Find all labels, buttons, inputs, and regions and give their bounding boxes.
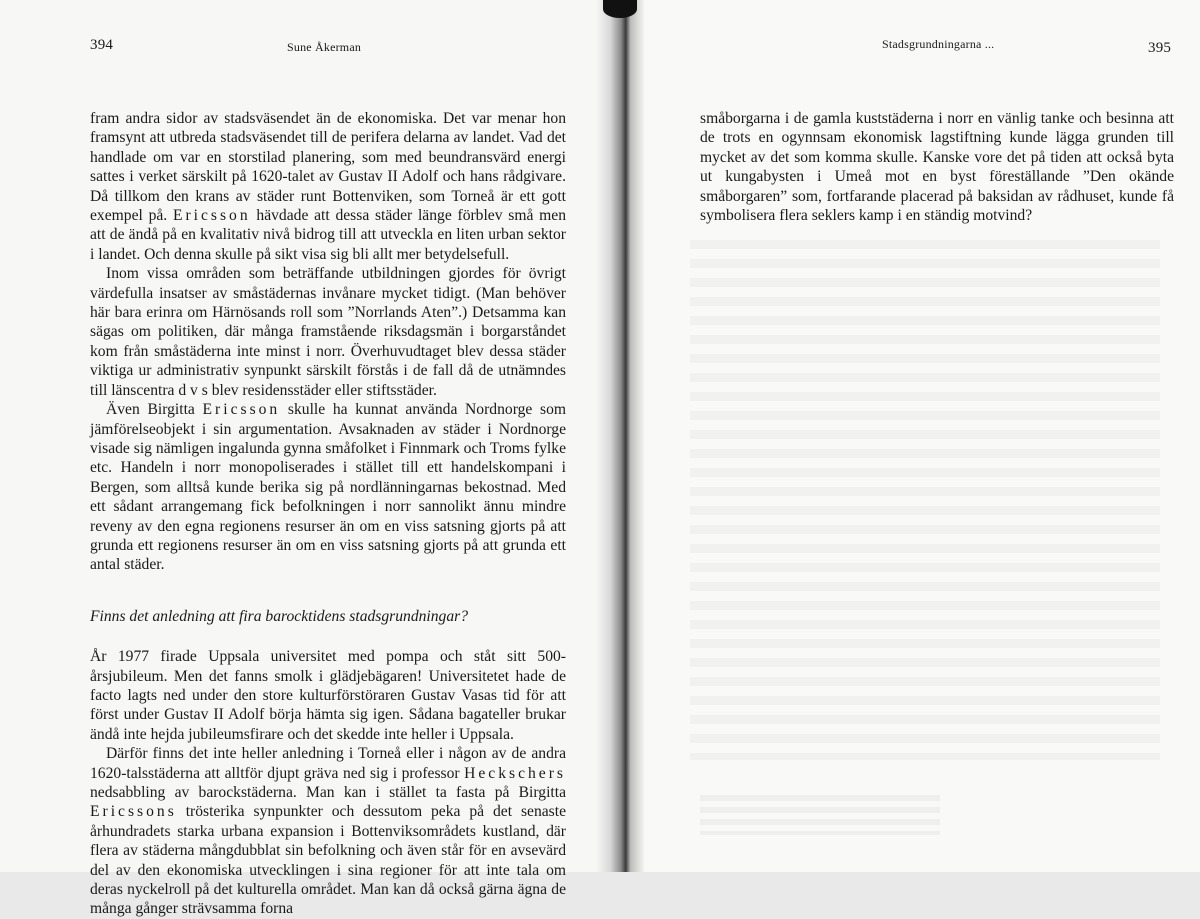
right-running-head: Stadsgrundningarna ... [882, 37, 995, 51]
body-paragraph: Därför finns det inte heller anledning i Torneå eller i någon av de andra 1620-talsstäderna att alltför djupt gräva ned sig i professor Heckschers nedsabbling av barockstäderna. Man kan i stället ta fasta på Birgitta Ericssons trösterika synpunkter och dessutom peka på det senaste århundradets starka urbana expansion i Bottenviksområdets kustland, där flera av städerna mångdubblat sin befolkning och även står för en avsevärd del av den ekonomiska utvecklingen i sina regioner för att inte tala om deras nyckelroll på det kulturella området. Man kan då också gärna ägna de många gånger strävsamma forna [90, 745, 566, 918]
left-running-head: Sune Åkerman [287, 40, 362, 54]
body-paragraph: Inom vissa områden som beträffande utbildningen gjordes för övrigt värdefulla insatser av småstädernas invånare mycket tidigt. (Man behöver här bara erinra om Härnösands roll som ”Norrlands Aten”.) Detsamma kan sägas om politiken, där många framstående riksdagsmän i borgarståndet kom från småstäderna inte minst i norr. Överhuvudtaget blev dessa städer viktiga ur administrativ synpunkt särskilt förstås i de fall då de utnämndes till länscentra d v s blev residensstäder eller stiftsstäder. [90, 265, 566, 399]
show-through-footnotes [700, 795, 940, 835]
body-paragraph: fram andra sidor av stadsväsendet än de ekonomiska. Det var menar hon framsynt att utbreda stadsväsendet till de perifera delarna av landet. Vad det handlade om var en storstilad planering, som med beundransvärd energi sattes i verket särskilt på 1620-talet av Gustav II Adolf och hans rådgivare. Då tillkom den krans av städer runt Bottenviken, som Torneå är ett gott exempel på. Ericsson hävdade att dessa städer länge förblev små men att de ändå på en kvalitativ nivå bidrog till att utveckla en liten urban sektor i landet. Och denna skulle på sikt visa sig bli allt mer betydelsefull. [90, 110, 567, 263]
left-page-number: 394 [90, 37, 114, 53]
gutter-shadow [603, 0, 637, 18]
section-heading: Finns det anledning att fira barocktidens stadsgrundningar? [90, 607, 468, 625]
right-body-text [700, 109, 1174, 225]
spaced-author-name: Ericssons [90, 803, 177, 821]
body-paragraph: År 1977 firade Uppsala universitet med pompa och ståt sitt 500-årsjubileum. Men det fanns smolk i glädjebägaren! Universitetet hade de facto lagts ned under den store kulturförstöraren Gustav Vasas tid för att först under Gustav II Adolf börja hämta sig igen. Sådana bagateller brukar ändå inte hejda jubileumsfirare och det skedde inte heller i Uppsala. [90, 648, 566, 743]
right-page-number: 395 [1148, 40, 1172, 56]
spaced-author-name: Ericsson [202, 401, 281, 419]
body-paragraph: Även Birgitta Ericsson skulle ha kunnat använda Nordnorge som jämförelseobjekt i sin argumentation. Avsaknaden av städer i Nordnorge visade sig nämligen ingalunda gynna småfolket i Finnmark och Troms fylke etc. Handeln i norr monopoliserades i stället till ett handelskompani i Bergen, som alltså kunde berika sig på nordlänningarnas bekostnad. Med ett sådant arrangemang fick befolkningen i norr sannolikt ännu mindre reveny av den egna regionens resurser än om en viss satsning gjorts på att grunda ett regionens resurser än om en viss satsning gjorts på att grunda ett antal städer. [90, 401, 567, 574]
book-gutter [596, 0, 644, 872]
spaced-author-name: Ericsson [172, 207, 251, 225]
body-paragraph: småborgarna i de gamla kuststäderna i norr en vänlig tanke och besinna att de trots en ogynnsam ekonomisk lagstiftning kunde lägga grunden till mycket av det som komma skulle. Kanske vore det på tiden att också byta ut kungabysten i Umeå mot en byst föreställande ”Den okände småborgaren” som, fortfarande placerad på baksidan av rådhuset, kunde få symbolisera flera seklers kamp i en ständig motvind? [700, 110, 1174, 225]
left-body-text [90, 109, 566, 919]
spaced-author-name: Heckschers [464, 764, 566, 782]
show-through-text [690, 240, 1160, 760]
